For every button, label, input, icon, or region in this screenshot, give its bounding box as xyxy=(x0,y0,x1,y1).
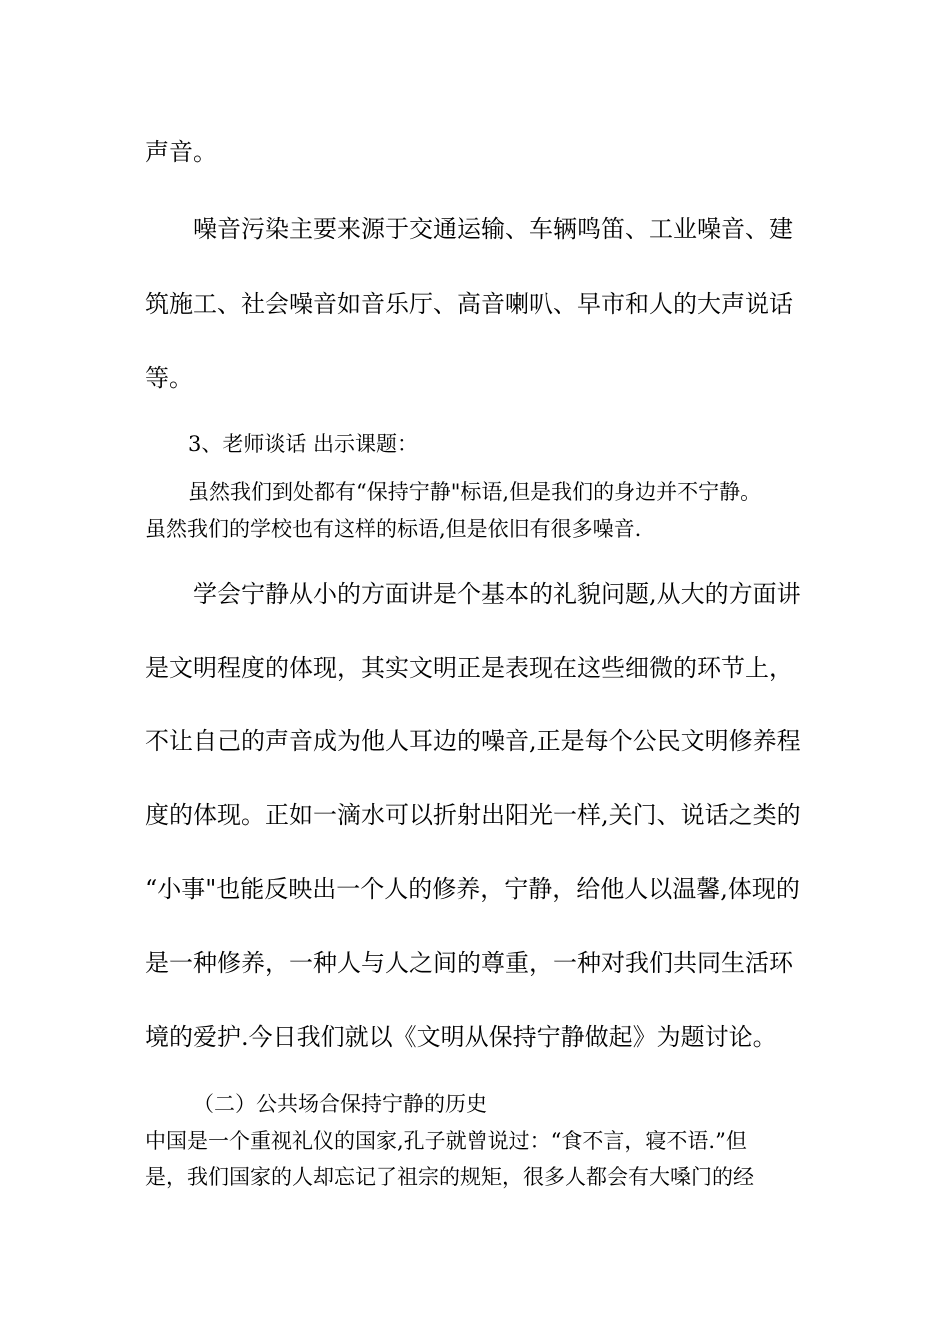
paragraph-line: 虽然我们到处都有“保持宁静"标语,但是我们的身边并不宁静。 xyxy=(188,480,762,504)
paragraph-line: 境的爱护.今日我们就以《文明从保持宁静做起》为题讨论。 xyxy=(145,1023,777,1051)
section-heading: 3、老师谈话 出示课题： xyxy=(188,432,419,456)
section-heading: （二）公共场合保持宁静的历史 xyxy=(193,1092,487,1116)
paragraph-line: 度的体现。正如一滴水可以折射出阳光一样,关门、说话之类的 xyxy=(145,801,801,829)
paragraph-line: 筑施工、社会噪音如音乐厅、高音喇叭、早市和人的大声说话 xyxy=(145,290,793,318)
paragraph-line: 中国是一个重视礼仪的国家,孔子就曾说过：“食不言，寝不语.”但 xyxy=(145,1129,747,1153)
paragraph-line: 是，我们国家的人却忘记了祖宗的规矩，很多人都会有大嗓门的经 xyxy=(145,1165,754,1189)
paragraph-line: 学会宁静从小的方面讲是个基本的礼貌问题,从大的方面讲 xyxy=(193,580,801,608)
paragraph-line: 噪音污染主要来源于交通运输、车辆鸣笛、工业噪音、建 xyxy=(193,215,793,243)
paragraph-line: “小事"也能反映出一个人的修养，宁静，给他人以温馨,体现的 xyxy=(145,875,800,903)
paragraph-line: 不让自己的声音成为他人耳边的噪音,正是每个公民文明修养程 xyxy=(145,727,801,755)
paragraph-line: 等。 xyxy=(145,364,193,392)
paragraph-line: 虽然我们的学校也有这样的标语,但是依旧有很多噪音. xyxy=(145,517,642,541)
paragraph-line: 声音。 xyxy=(145,138,217,166)
paragraph-line: 是文明程度的体现，其实文明正是表现在这些细微的环节上， xyxy=(145,654,793,682)
paragraph-line: 是一种修养，一种人与人之间的尊重，一种对我们共同生活环 xyxy=(145,949,793,977)
